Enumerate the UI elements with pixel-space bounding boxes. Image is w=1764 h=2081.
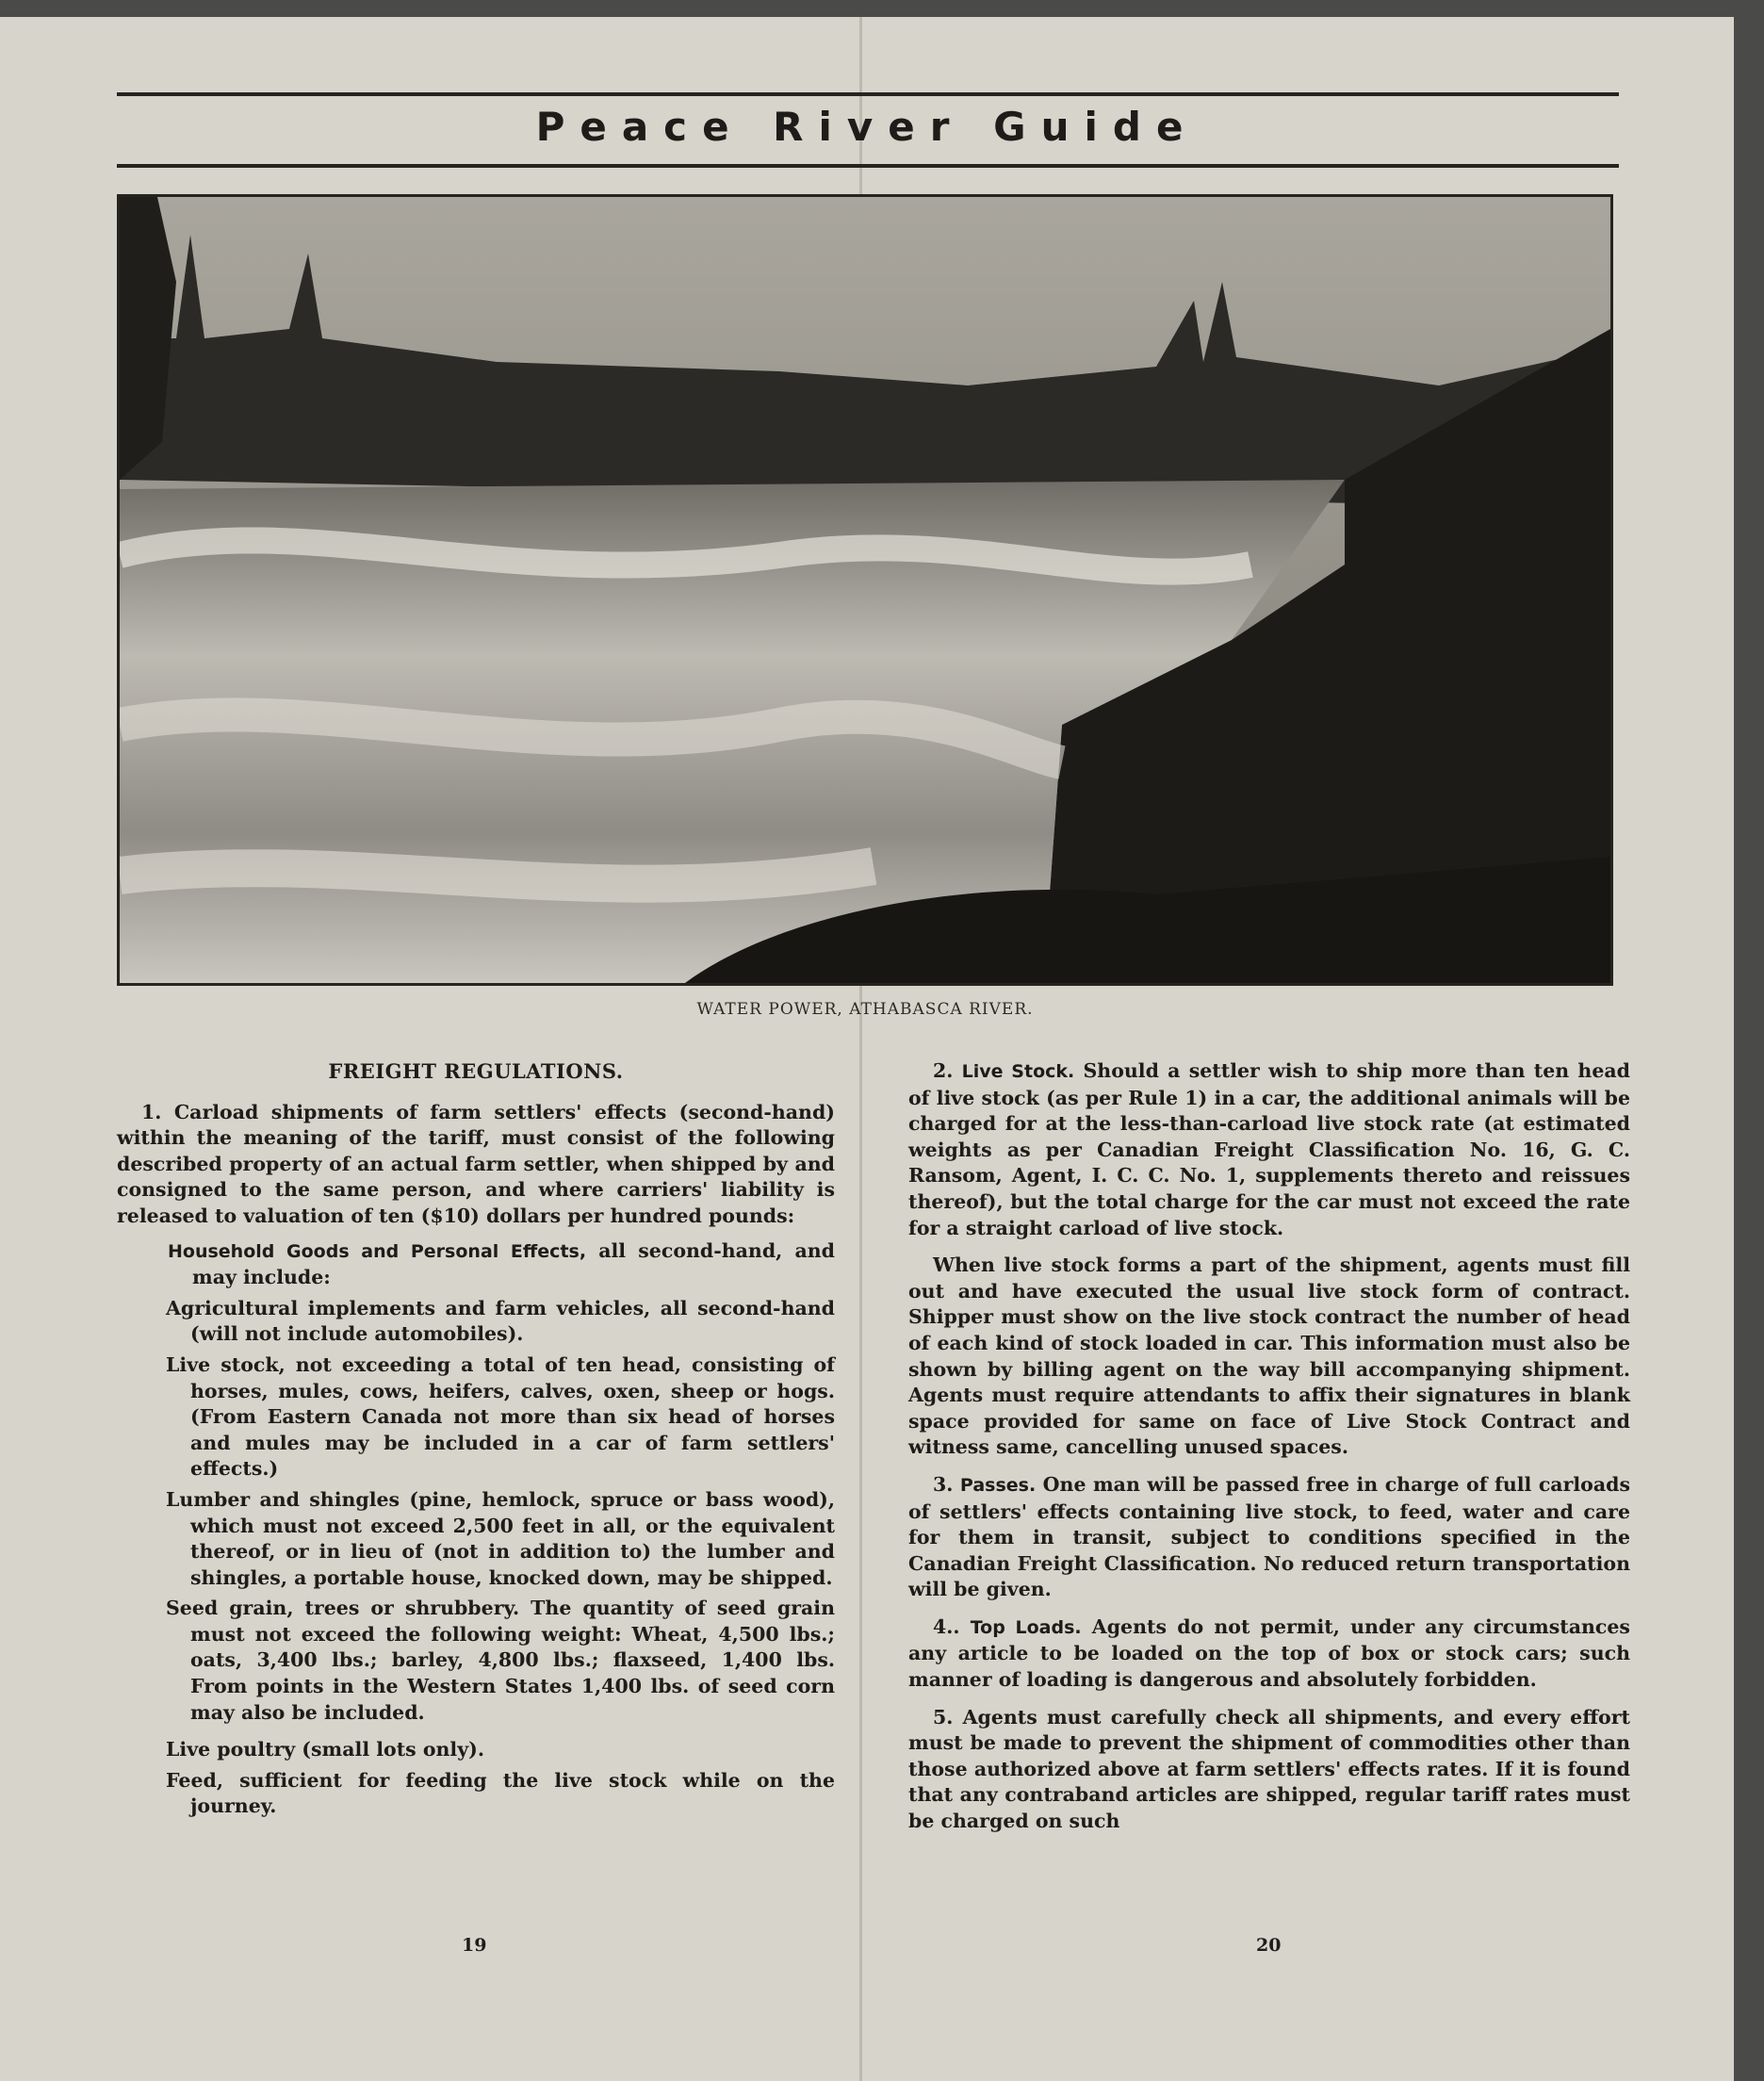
household-goods-text: all second-hand, and may include: <box>192 1238 836 1289</box>
rule-number: 2. <box>933 1059 962 1082</box>
booklet-spread <box>0 17 1734 2081</box>
page-number-right: 20 <box>1256 1935 1282 1956</box>
list-item: Seed grain, trees or shrubbery. The quantity of seed grain must not exceed the following weight: Wheat, 4,500 lbs.; oats, 3,400 lbs.; barley, 4,800 lbs.; flaxseed, 1,400 lbs. From points in the Western States 1,400 lbs. of seed corn may also be included. <box>166 1597 835 1724</box>
river-rapids-photo <box>117 194 1613 986</box>
photo-illustration <box>120 197 1610 983</box>
list-item: Live poultry (small lots only). <box>166 1738 484 1761</box>
passes-label: Passes. <box>959 1474 1037 1496</box>
rule-number: 4.. <box>933 1614 971 1638</box>
header-rule-top <box>117 92 1619 96</box>
rule-2-text: Should a settler wish to ship more than ten head of live stock (as per Rule 1) in a car, the additional animals will be charged for at the less-than-carload live stock rate (at estimated weights as per Canadian Freight Classification No. 16, G. C. Ransom, Agent, I. C. C. No. 1, supplements thereto and reissues thereof), but the total charge for the car must not exceed the rate for a straight carload of live stock. <box>908 1059 1630 1239</box>
photo-caption: WATER POWER, ATHABASCA RIVER. <box>696 1000 1034 1019</box>
page-header-title: Peace River Guide <box>535 104 1199 150</box>
live-stock-label: Live Stock. <box>961 1061 1075 1082</box>
page-number-left: 19 <box>462 1935 487 1956</box>
rule-3-text: One man will be passed free in charge of full carloads of settlers' effects containing live stock, to feed, water and care for them in transit, subject to conditions specified in the Canadian Freight Classification. No reduced return transportation will be given. <box>908 1472 1630 1601</box>
live-stock-contract-paragraph: When live stock forms a part of the shipment, agents must fill out and have executed the usual live stock form of contract. Shipper must show on the live stock contract the number of head of each kind of stock loaded in car. This information must also be shown by billing agent on the way bill accompanying shipment. Agents must require attendants to affix their signatures in blank space provided for same on face of Live Stock Contract and witness same, cancelling unused spaces. <box>908 1254 1630 1459</box>
section-heading: FREIGHT REGULATIONS. <box>328 1059 624 1083</box>
left-page-column <box>117 1058 835 1820</box>
household-goods-label: Household Goods and Personal Effects, <box>168 1240 587 1262</box>
header-rule-bottom <box>117 164 1619 168</box>
rule-3-paragraph <box>908 1472 1630 1603</box>
rule-4-paragraph <box>908 1614 1630 1694</box>
top-loads-label: Top Loads. <box>970 1616 1082 1638</box>
household-goods-paragraph <box>117 1238 835 1291</box>
list-item: Feed, sufficient for feeding the live stock while on the journey. <box>166 1768 835 1818</box>
rule-4-text: Agents do not permit, under any circumstances any article to be loaded on the top of box or stock cars; such manner of loading is dangerous and absolutely forbidden. <box>908 1614 1630 1692</box>
list-item: Agricultural implements and farm vehicles, all second-hand (will not include automobiles). <box>166 1296 835 1346</box>
list-item: Live stock, not exceeding a total of ten head, consisting of horses, mules, cows, heifers, calves, oxen, sheep or hogs. (From Eastern Canada not more than six head of horses and mules may be included in a car of farm settlers' effects.) <box>166 1352 835 1481</box>
rule-number: 3. <box>933 1472 960 1496</box>
right-page-column <box>908 1058 1630 1835</box>
rule-1-paragraph: 1. Carload shipments of farm settlers' effects (second-hand) within the meaning of the tariff, must consist of the following described property of an actual farm settler, when shipped by and consigned to the same person, and where carriers' liability is released to valuation of ten ($10) dollars per hundred pounds: <box>117 1100 835 1227</box>
rule-5-paragraph: 5. Agents must carefully check all shipments, and every effort must be made to prevent the shipment of commodities other than those authorized above at farm settlers' effects rates. If it is found that any contraband articles are shipped, regular tariff rates must be charged on such <box>908 1705 1630 1833</box>
list-item: Lumber and shingles (pine, hemlock, spruce or bass wood), which must not exceed 2,500 feet in all, or the equivalent thereof, or in lieu of (not in addition to) the lumber and shingles, a portable house, knocked down, may be shipped. <box>166 1487 835 1589</box>
rule-2-paragraph <box>908 1058 1630 1241</box>
